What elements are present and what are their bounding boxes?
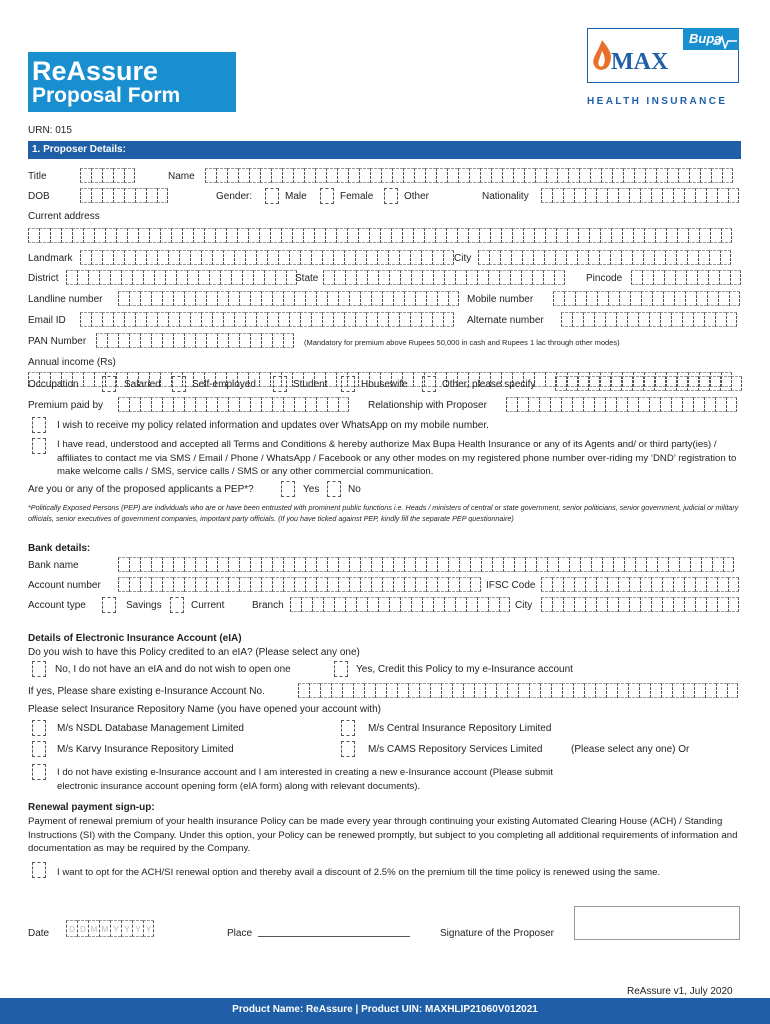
logo <box>585 27 741 109</box>
gender-label: Gender: <box>216 191 253 202</box>
pulse-icon <box>713 35 737 49</box>
place-line[interactable] <box>258 936 410 937</box>
current-address-label: Current address <box>28 211 100 222</box>
section1-heading: 1. Proposer Details: <box>32 144 126 155</box>
pep-question: Are you or any of the proposed applicants a PEP*? <box>28 484 254 495</box>
gender-female-label: Female <box>340 191 374 202</box>
email-label: Email ID <box>28 315 66 326</box>
ifsc-label: IFSC Code <box>486 580 536 591</box>
occupation-other-boxes[interactable] <box>555 376 742 391</box>
title-line1: ReAssure <box>32 56 159 86</box>
email-boxes[interactable] <box>80 312 454 327</box>
eia-yes-checkbox[interactable] <box>334 661 348 677</box>
premium-paid-by-label: Premium paid by <box>28 400 104 411</box>
account-number-label: Account number <box>28 580 101 591</box>
date-box[interactable]: Y <box>121 920 132 937</box>
pep-no-checkbox[interactable] <box>327 481 341 497</box>
eia-new-account-text: I do not have existing e-Insurance account and I am interested in creating a new e-Insurance account (Please submit electronic insurance account opening form (eIA form) along with relevant documents). <box>57 767 553 792</box>
nationality-label: Nationality <box>482 191 529 202</box>
pan-note: (Mandatory for premium above Rupees 50,000 in cash and Rupees 1 lac through other modes) <box>304 338 620 347</box>
bank-city-label: City <box>515 600 533 611</box>
logo-partner: Bupa <box>689 31 722 46</box>
occupation-housewife-label: Housewife <box>361 379 408 390</box>
repo-karvy-label: M/s Karvy Insurance Repository Limited <box>57 744 234 755</box>
occupation-housewife-checkbox[interactable] <box>341 376 355 392</box>
title-label: Title <box>28 171 47 182</box>
occupation-salaried-label: Salaried <box>124 379 161 390</box>
date-label: Date <box>28 928 50 939</box>
eia-account-boxes[interactable] <box>298 683 738 698</box>
alternate-label: Alternate number <box>467 315 544 326</box>
date-box[interactable]: Y <box>132 920 143 937</box>
annual-income-label: Annual income (Rs) <box>28 357 116 368</box>
occupation-self-employed-label: Self-employed <box>192 379 256 390</box>
title-line2: Proposal Form <box>32 84 181 107</box>
occupation-student-label: Student <box>293 379 328 390</box>
eia-share-label: If yes, Please share existing e-Insurance Account No. <box>28 686 265 697</box>
pep-yes-label: Yes <box>303 484 320 495</box>
pan-boxes[interactable] <box>96 333 294 348</box>
repo-cams-label: M/s CAMS Repository Services Limited <box>368 744 543 755</box>
occupation-self-employed-checkbox[interactable] <box>172 376 186 392</box>
repo-cams-checkbox[interactable] <box>341 741 355 757</box>
date-box[interactable]: D <box>77 920 88 937</box>
version-label: ReAssure v1, July 2020 <box>627 986 733 997</box>
dob-boxes[interactable] <box>80 188 168 203</box>
renewal-heading: Renewal payment sign-up: <box>28 802 155 813</box>
nationality-boxes[interactable] <box>541 188 739 203</box>
state-boxes[interactable] <box>323 270 565 285</box>
repo-select-label: Please select Insurance Repository Name (you have opened your account with) <box>28 704 381 715</box>
city-boxes[interactable] <box>478 250 731 265</box>
repo-karvy-checkbox[interactable] <box>32 741 46 757</box>
consent-text: I have read, understood and accepted all Terms and Conditions & hereby authorize Max Bupa Health Insurance or any of its Agents and/ or third party(ies) / affiliates to contact me via SMS / Email / Phone / WhatsApp / Facebook or any other modes on my registered phone number over-riding my ‘DND’ registration to make welcome calls / SMS, service calls / SMS or any other commercial communication. <box>57 439 737 477</box>
pep-note: *Politically Exposed Persons (PEP) are individuals who are or have been entrusted with prominent public functions i.e. Heads / ministers of central or state government, senior politicians, senior government, judicial or military officials, senior executives of government companies, important party officials. (If you have ticked against PEP, kindly fill the separate PEP questionnaire) <box>28 503 739 523</box>
pincode-label: Pincode <box>586 273 623 284</box>
eia-yes-label: Yes, Credit this Policy to my e-Insurance account <box>356 664 573 675</box>
product-label: Product Name: ReAssure | Product UIN: MAXHLIP21060V012021 <box>232 1004 538 1015</box>
date-box[interactable]: Y <box>143 920 154 937</box>
branch-label: Branch <box>252 600 284 611</box>
renewal-text: Payment of renewal premium of your health insurance Policy can be made every year through continuing your existing Automated Clearing House (ACH) / Standing Instructions (SI) with the Company. Under this option, your Policy can be renewed promptly, but subject to you completing all additional requirements of information and documentation as may be required by the Company. <box>28 816 738 854</box>
district-label: District <box>28 273 59 284</box>
occupation-label: Occupation <box>28 379 79 390</box>
city-label: City <box>454 253 472 264</box>
gender-male-label: Male <box>285 191 307 202</box>
state-label: State <box>295 273 319 284</box>
repo-select-or: (Please select any one) Or <box>571 744 690 755</box>
occupation-other-label: Other, please specify <box>442 379 536 390</box>
landline-label: Landline number <box>28 294 103 305</box>
renewal-opt-in-checkbox[interactable] <box>32 862 46 878</box>
account-current-label: Current <box>191 600 225 611</box>
date-boxes[interactable] <box>66 920 154 937</box>
date-box[interactable]: D <box>66 920 77 937</box>
account-savings-label: Savings <box>126 600 162 611</box>
eia-no-checkbox[interactable] <box>32 661 46 677</box>
mobile-boxes[interactable] <box>553 291 740 306</box>
account-savings-checkbox[interactable] <box>102 597 116 613</box>
district-boxes[interactable] <box>66 270 297 285</box>
mobile-label: Mobile number <box>467 294 534 305</box>
occupation-student-checkbox[interactable] <box>273 376 287 392</box>
gender-female-checkbox[interactable] <box>320 188 334 204</box>
premium-paid-by-boxes[interactable] <box>118 397 349 412</box>
eia-heading: Details of Electronic Insurance Account (eIA) <box>28 633 242 644</box>
pep-no-label: No <box>348 484 361 495</box>
landmark-boxes[interactable] <box>80 250 454 265</box>
eia-new-account-checkbox[interactable] <box>32 764 46 780</box>
occupation-salaried-checkbox[interactable] <box>102 376 116 392</box>
whatsapp-text: I wish to receive my policy related information and updates over WhatsApp on my mobile number. <box>57 420 489 431</box>
date-box[interactable]: M <box>88 920 99 937</box>
eia-no-label: No, I do not have an eIA and do not wish to open one <box>55 664 291 675</box>
alternate-boxes[interactable] <box>561 312 737 327</box>
urn: URN: 015 <box>28 125 72 136</box>
relationship-boxes[interactable] <box>506 397 737 412</box>
name-label: Name <box>168 171 195 182</box>
section1-bar <box>28 141 741 159</box>
ifsc-boxes[interactable] <box>541 577 739 592</box>
whatsapp-checkbox[interactable] <box>32 417 46 433</box>
name-boxes[interactable] <box>205 168 733 183</box>
occupation-other-checkbox[interactable] <box>422 376 436 392</box>
dob-label: DOB <box>28 191 50 202</box>
signature-label: Signature of the Proposer <box>440 928 554 939</box>
account-type-label: Account type <box>28 600 86 611</box>
pan-label: PAN Number <box>28 336 87 347</box>
repo-nsdl-checkbox[interactable] <box>32 720 46 736</box>
repo-nsdl-label: M/s NSDL Database Management Limited <box>57 723 244 734</box>
bank-name-boxes[interactable] <box>118 557 734 572</box>
bank-city-boxes[interactable] <box>541 597 739 612</box>
bank-heading: Bank details: <box>28 543 91 554</box>
account-number-boxes[interactable] <box>118 577 481 592</box>
repo-central-label: M/s Central Insurance Repository Limited <box>368 723 552 734</box>
bank-name-label: Bank name <box>28 560 79 571</box>
landmark-label: Landmark <box>28 253 73 264</box>
eia-question: Do you wish to have this Policy credited to an eIA? (Please select any one) <box>28 647 360 658</box>
place-label: Place <box>227 928 253 939</box>
title-boxes[interactable] <box>80 168 135 183</box>
address-boxes[interactable] <box>28 228 732 243</box>
gender-male-checkbox[interactable] <box>265 188 279 204</box>
gender-other-checkbox[interactable] <box>384 188 398 204</box>
logo-tagline: HEALTH INSURANCE <box>587 96 728 107</box>
landline-boxes[interactable] <box>118 291 459 306</box>
renewal-opt-in-text: I want to opt for the ACH/SI renewal option and thereby avail a discount of 2.5% on the premium till the time policy is renewed using the same. <box>57 867 661 878</box>
pincode-boxes[interactable] <box>631 270 741 285</box>
date-box[interactable]: Y <box>110 920 121 937</box>
account-current-checkbox[interactable] <box>170 597 184 613</box>
pep-yes-checkbox[interactable] <box>281 481 295 497</box>
date-box[interactable]: M <box>99 920 110 937</box>
gender-other-label: Other <box>404 191 430 202</box>
branch-boxes[interactable] <box>290 597 510 612</box>
logo-brand: MAX <box>611 49 669 75</box>
consent-checkbox[interactable] <box>32 438 46 454</box>
relationship-label: Relationship with Proposer <box>368 400 487 411</box>
repo-central-checkbox[interactable] <box>341 720 355 736</box>
signature-box[interactable] <box>574 906 740 940</box>
